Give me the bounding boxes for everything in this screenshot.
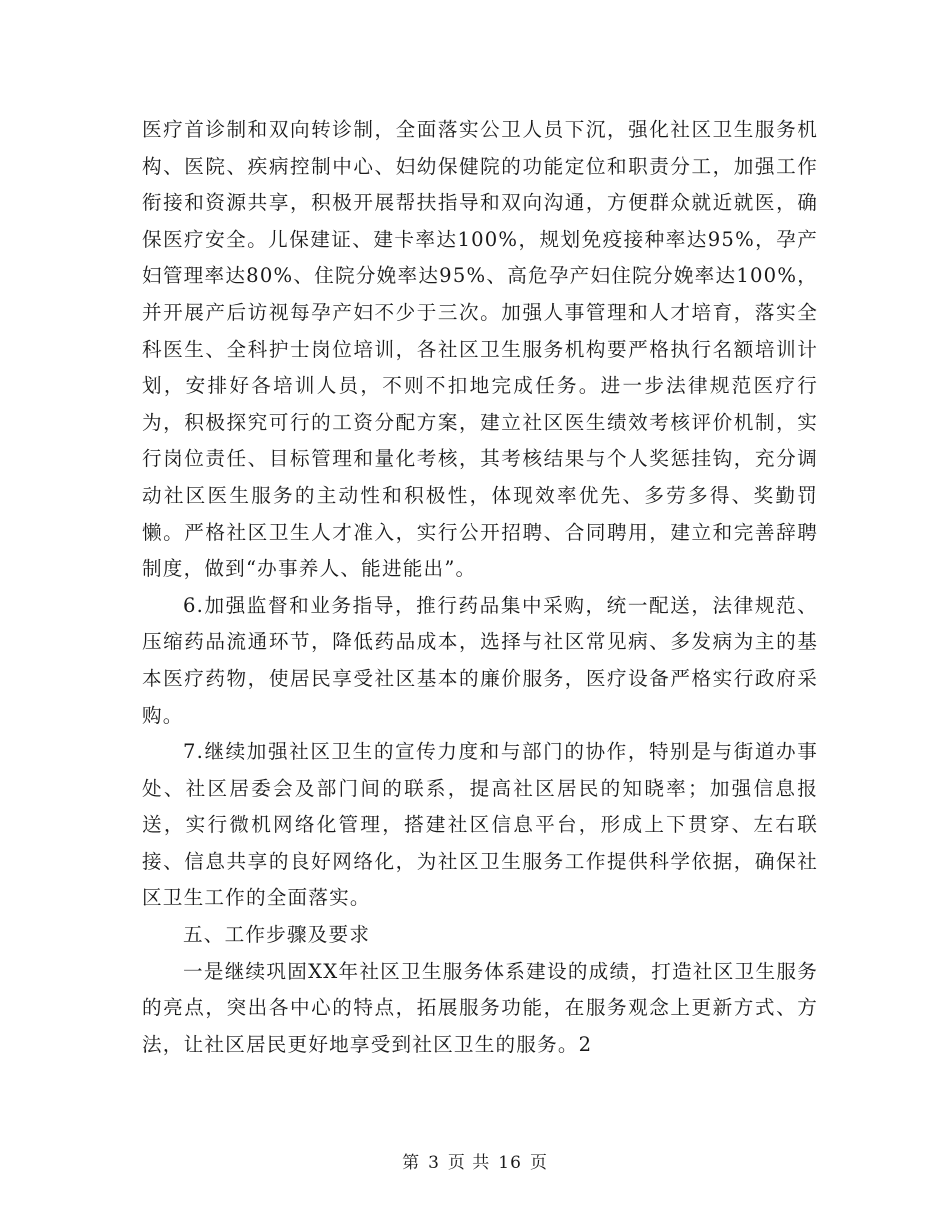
- page-number: 3: [428, 1153, 440, 1173]
- footer-mid: 页 共: [447, 1153, 491, 1173]
- page-footer: [0, 1151, 950, 1175]
- footer-prefix: 第: [402, 1153, 421, 1173]
- document-body: [142, 112, 818, 1063]
- footer-suffix: 页: [529, 1153, 548, 1173]
- paragraph-item-7: 7.继续加强社区卫生的宣传力度和与部门的协作，特别是与街道办事处、社区居委会及部门间的联系，提高社区居民的知晓率；加强信息报送，实行微机网络化管理，搭建社区信息平台，形成上下贯穿、左右联接、信息共享的良好网络化，为社区卫生服务工作提供科学依据，确保社区卫生工作的全面落实。: [142, 740, 818, 910]
- section-heading: 五、工作步骤及要求: [183, 923, 371, 947]
- paragraph-continuation: 医疗首诊制和双向转诊制，全面落实公卫人员下沉，强化社区卫生服务机构、医院、疾病控制中心、妇幼保健院的功能定位和职责分工，加强工作衔接和资源共享，积极开展帮扶指导和双向沟通，方便群众就近就医，确保医疗安全。儿保建证、建卡率达100%，规划免疫接种率达95%，孕产妇管理率达80%、住院分娩率达95%、高危孕产妇住院分娩率达100%，并开展产后访视每孕产妇不少于三次。加强人事管理和人才培育，落实全科医生、全科护士岗位培训，各社区卫生服务机构要严格执行名额培训计划，安排好各培训人员，不则不扣地完成任务。进一步法律规范医疗行为，积极探究可行的工资分配方案，建立社区医生绩效考核评价机制，实行岗位责任、目标管理和量化考核，其考核结果与个人奖惩挂钩，充分调动社区医生服务的主动性和积极性，体现效率优先、多劳多得、奖勤罚懒。严格社区卫生人才准入，实行公开招聘、合同聘用，建立和完善辞聘制度，做到“办事养人、能进能出”。: [142, 118, 818, 581]
- total-pages: 16: [498, 1153, 522, 1173]
- paragraph-item-6: 6.加强监督和业务指导，推行药品集中采购，统一配送，法律规范、压缩药品流通环节，降低药品成本，选择与社区常见病、多发病为主的基本医疗药物，使居民享受社区基本的廉价服务，医疗设备严格实行政府采购。: [142, 593, 818, 727]
- paragraph-step-1: 一是继续巩固XX年社区卫生服务体系建设的成绩，打造社区卫生服务的亮点，突出各中心的特点，拓展服务功能，在服务观念上更新方式、方法，让社区居民更好地享受到社区卫生的服务。2: [142, 959, 818, 1056]
